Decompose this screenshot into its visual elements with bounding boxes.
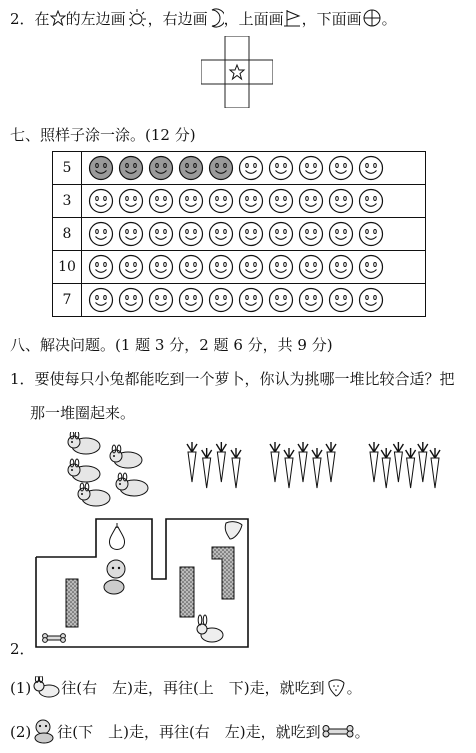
row-number-label: 3 [53,185,82,218]
smiley-face [118,254,144,280]
smiley-face [268,221,294,247]
smiley-face [268,188,294,214]
smiley-face [268,287,294,313]
q2-text: 。 [381,10,397,28]
problem-1-text: 要使每只小兔都能吃到一个萝卜，你认为挑哪一堆比较合适？把 [34,370,455,388]
row-number-label: 5 [53,152,82,185]
smiley-face [88,188,114,214]
smiley-face-filled [88,155,114,181]
smiley-face [148,254,174,280]
faces-cell [82,251,426,284]
rabbit-icon [68,432,100,454]
flag-icon [284,8,302,32]
smiley-face [118,287,144,313]
smiley-face [238,155,264,181]
faces-cell [82,185,426,218]
wall-block [180,567,194,617]
faces-cell [82,284,426,317]
smiley-face [88,221,114,247]
wall-block [66,579,78,627]
smiley-face [358,254,384,280]
bone-icon [321,723,355,743]
section-8-title: 八、解决问题。(1 题 3 分，2 题 6 分，共 9 分) [10,336,333,354]
faces-cell [82,218,426,251]
q2-text: 在 [34,10,50,28]
rabbit-icon [68,459,100,482]
smiley-face [238,287,264,313]
smiley-face [298,287,324,313]
problem-2-number: 2． [10,640,35,658]
moon-icon [208,8,224,32]
smiley-face [148,221,174,247]
carrot-bunch-small [185,440,243,490]
sub-label: (2) [10,723,32,741]
pear-icon [109,527,124,550]
rabbit-icon [197,615,223,642]
row-number-label: 10 [53,251,82,284]
smiley-face [298,155,324,181]
maze-map [34,517,254,649]
star-icon [230,65,244,79]
q2-text: ，上面画 [223,10,284,28]
carrot-icon [406,448,416,488]
row-number-label: 7 [53,284,82,317]
smiley-face [328,155,354,181]
smiley-face [208,287,234,313]
table-row [53,251,426,284]
problem-1-line-2: 那一堆圈起来。 [30,404,136,422]
carrot-icon [284,448,294,488]
bone-icon [43,634,66,643]
carrot-icon [369,442,379,482]
smiley-face [118,221,144,247]
smiley-face [358,188,384,214]
carrot-icon [216,442,226,482]
smiley-face-filled [178,155,204,181]
smiley-face [178,287,204,313]
problem-number: 1． [10,370,35,388]
rabbit-icon [116,473,148,496]
table-row [53,152,426,185]
smiley-face [208,221,234,247]
carrot-icon [430,448,440,488]
table-row [53,284,426,317]
rabbit-icon [110,445,142,468]
rabbit-group-image [62,432,162,512]
strawberry-icon [225,522,242,539]
sun-icon [126,8,148,32]
cross-net-diagram [201,36,273,108]
sub-text: 。 [354,723,370,741]
carrot-icon [187,442,197,482]
section-7-title: 七、照样子涂一涂。(12 分) [10,126,196,144]
problem-2-sub-2 [10,718,370,748]
strawberry-icon [325,676,347,702]
smiley-face [238,221,264,247]
carrot-icon [418,442,428,482]
smiley-face [88,254,114,280]
smiley-face [358,221,384,247]
smiley-face [178,254,204,280]
carrot-icon [381,448,391,488]
carrot-icon [393,442,403,482]
smiley-face [148,287,174,313]
puppy-icon [31,718,57,748]
smiley-face [328,287,354,313]
question-number: 2． [10,10,35,28]
question-2-line [10,8,397,32]
smiley-face [328,254,354,280]
carrot-bunch-medium [268,440,338,490]
smiley-face [298,188,324,214]
rabbit-icon [31,676,61,702]
carrot-icon [298,442,308,482]
q2-text: 的左边画 [65,10,126,28]
smiley-face [178,221,204,247]
smiley-face [268,155,294,181]
smiley-face [148,188,174,214]
smiley-face [238,254,264,280]
smiley-face-filled [148,155,174,181]
carrot-icon [326,442,336,482]
carrot-icon [202,448,212,488]
carrot-icon [270,442,280,482]
smiley-face [298,221,324,247]
table-row [53,218,426,251]
smiley-face-filled [208,155,234,181]
smiley-face [298,254,324,280]
faces-cell [82,152,426,185]
smiley-face [208,254,234,280]
smiley-face [178,188,204,214]
smiley-face [358,287,384,313]
row-number-label: 8 [53,218,82,251]
smiley-face [328,188,354,214]
sub-text: 往(右 左)走，再往(上 下)走，就吃到 [61,679,325,697]
smiley-face [328,221,354,247]
smiley-table [52,151,426,317]
carrot-icon [312,448,322,488]
rabbit-icon [78,483,110,506]
puppy-icon [104,560,125,594]
sub-text: 。 [346,679,362,697]
sub-text: 往(下 上)走，再往(右 左)走，就吃到 [57,723,321,741]
smiley-face-filled [118,155,144,181]
problem-2-sub-1 [10,676,362,702]
q2-text: ，右边画 [147,10,208,28]
q2-text: ，下面画 [301,10,362,28]
carrot-icon [231,448,241,488]
table-row [53,185,426,218]
smiley-face [208,188,234,214]
smiley-face [268,254,294,280]
carrot-bunch-large [367,440,442,496]
sub-label: (1) [10,679,32,697]
smiley-face [88,287,114,313]
problem-1-line-1 [10,368,455,389]
smiley-face [118,188,144,214]
star-icon [50,10,66,30]
smiley-face [238,188,264,214]
smiley-face [358,155,384,181]
wall-block [212,547,234,599]
circled-cross-icon [362,8,382,32]
